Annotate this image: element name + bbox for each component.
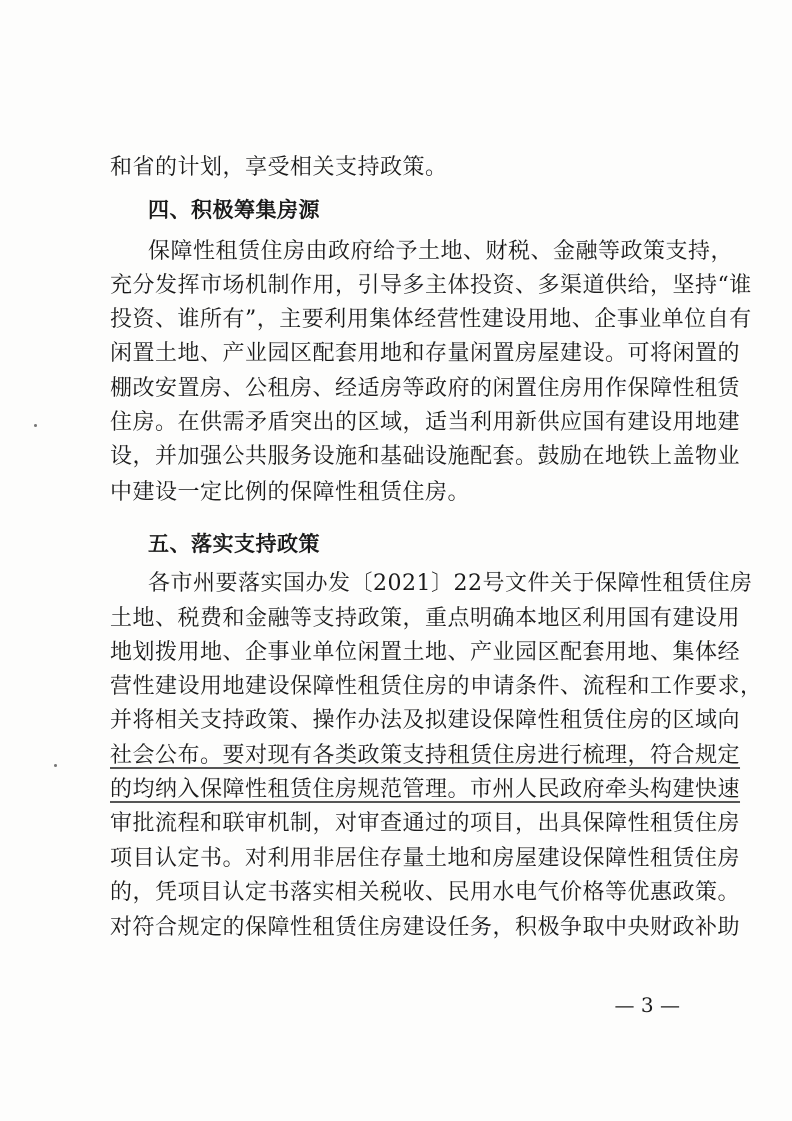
body-line-18: 的均纳入保障性租赁住房规范管理。市州人民政府牵头构建快速 xyxy=(110,777,741,802)
body-line-21: 的，凭项目认定书落实相关税收、民用水电气价格等优惠政策。 xyxy=(110,880,741,905)
body-line-15: 营性建设用地建设保障性租赁住房的申请条件、流程和工作要求， xyxy=(110,674,763,699)
section-heading-5: 五、落实支持政策 xyxy=(148,532,320,556)
body-line-1: 和省的计划，享受相关支持政策。 xyxy=(110,155,448,180)
body-line-13: 土地、税费和金融等支持政策，重点明确本地区利用国有建设用 xyxy=(110,606,741,631)
body-line-3: 保障性租赁住房由政府给予土地、财税、金融等政策支持， xyxy=(148,239,734,264)
body-line-19: 审批流程和联审机制，对审查通过的项目，出具保障性租赁住房 xyxy=(110,811,741,836)
body-line-6: 闲置土地、产业园区配套用地和存量闲置房屋建设。可将闲置的 xyxy=(110,341,741,366)
page-number: — 3 — xyxy=(614,993,680,1017)
body-line-14: 地划拨用地、企事业单位闲置土地、产业园区配套用地、集体经 xyxy=(110,640,741,665)
body-line-20: 项目认定书。对利用非居住存量土地和房屋建设保障性租赁住房 xyxy=(110,846,741,871)
body-line-8: 住房。在供需矛盾突出的区域，适当利用新供应国有建设用地建 xyxy=(110,410,741,435)
body-line-5: 投资、谁所有”，主要利用集体经营性建设用地、企事业单位自有 xyxy=(110,307,752,332)
body-line-9: 设，并加强公共服务设施和基础设施配套。鼓励在地铁上盖物业 xyxy=(110,444,741,469)
body-line-7: 棚改安置房、公租房、经适房等政府的闲置住房用作保障性租赁 xyxy=(110,376,741,401)
body-line-10: 中建设一定比例的保障性租赁住房。 xyxy=(110,480,471,505)
body-line-17: 社会公布。要对现有各类政策支持租赁住房进行梳理，符合规定 xyxy=(110,743,741,768)
scan-speck xyxy=(54,764,57,767)
body-line-16: 并将相关支持政策、操作办法及拟建设保障性租赁住房的区域向 xyxy=(110,708,741,733)
body-line-4: 充分发挥市场机制作用，引导多主体投资、多渠道供给，坚持“谁 xyxy=(110,273,752,298)
body-line-22: 对符合规定的保障性租赁住房建设任务，积极争取中央财政补助 xyxy=(110,915,741,940)
section-heading-4: 四、积极筹集房源 xyxy=(148,198,320,222)
scan-speck xyxy=(34,424,37,427)
body-line-12: 各市州要落实国办发〔2021〕22号文件关于保障性租赁住房 xyxy=(148,571,753,596)
